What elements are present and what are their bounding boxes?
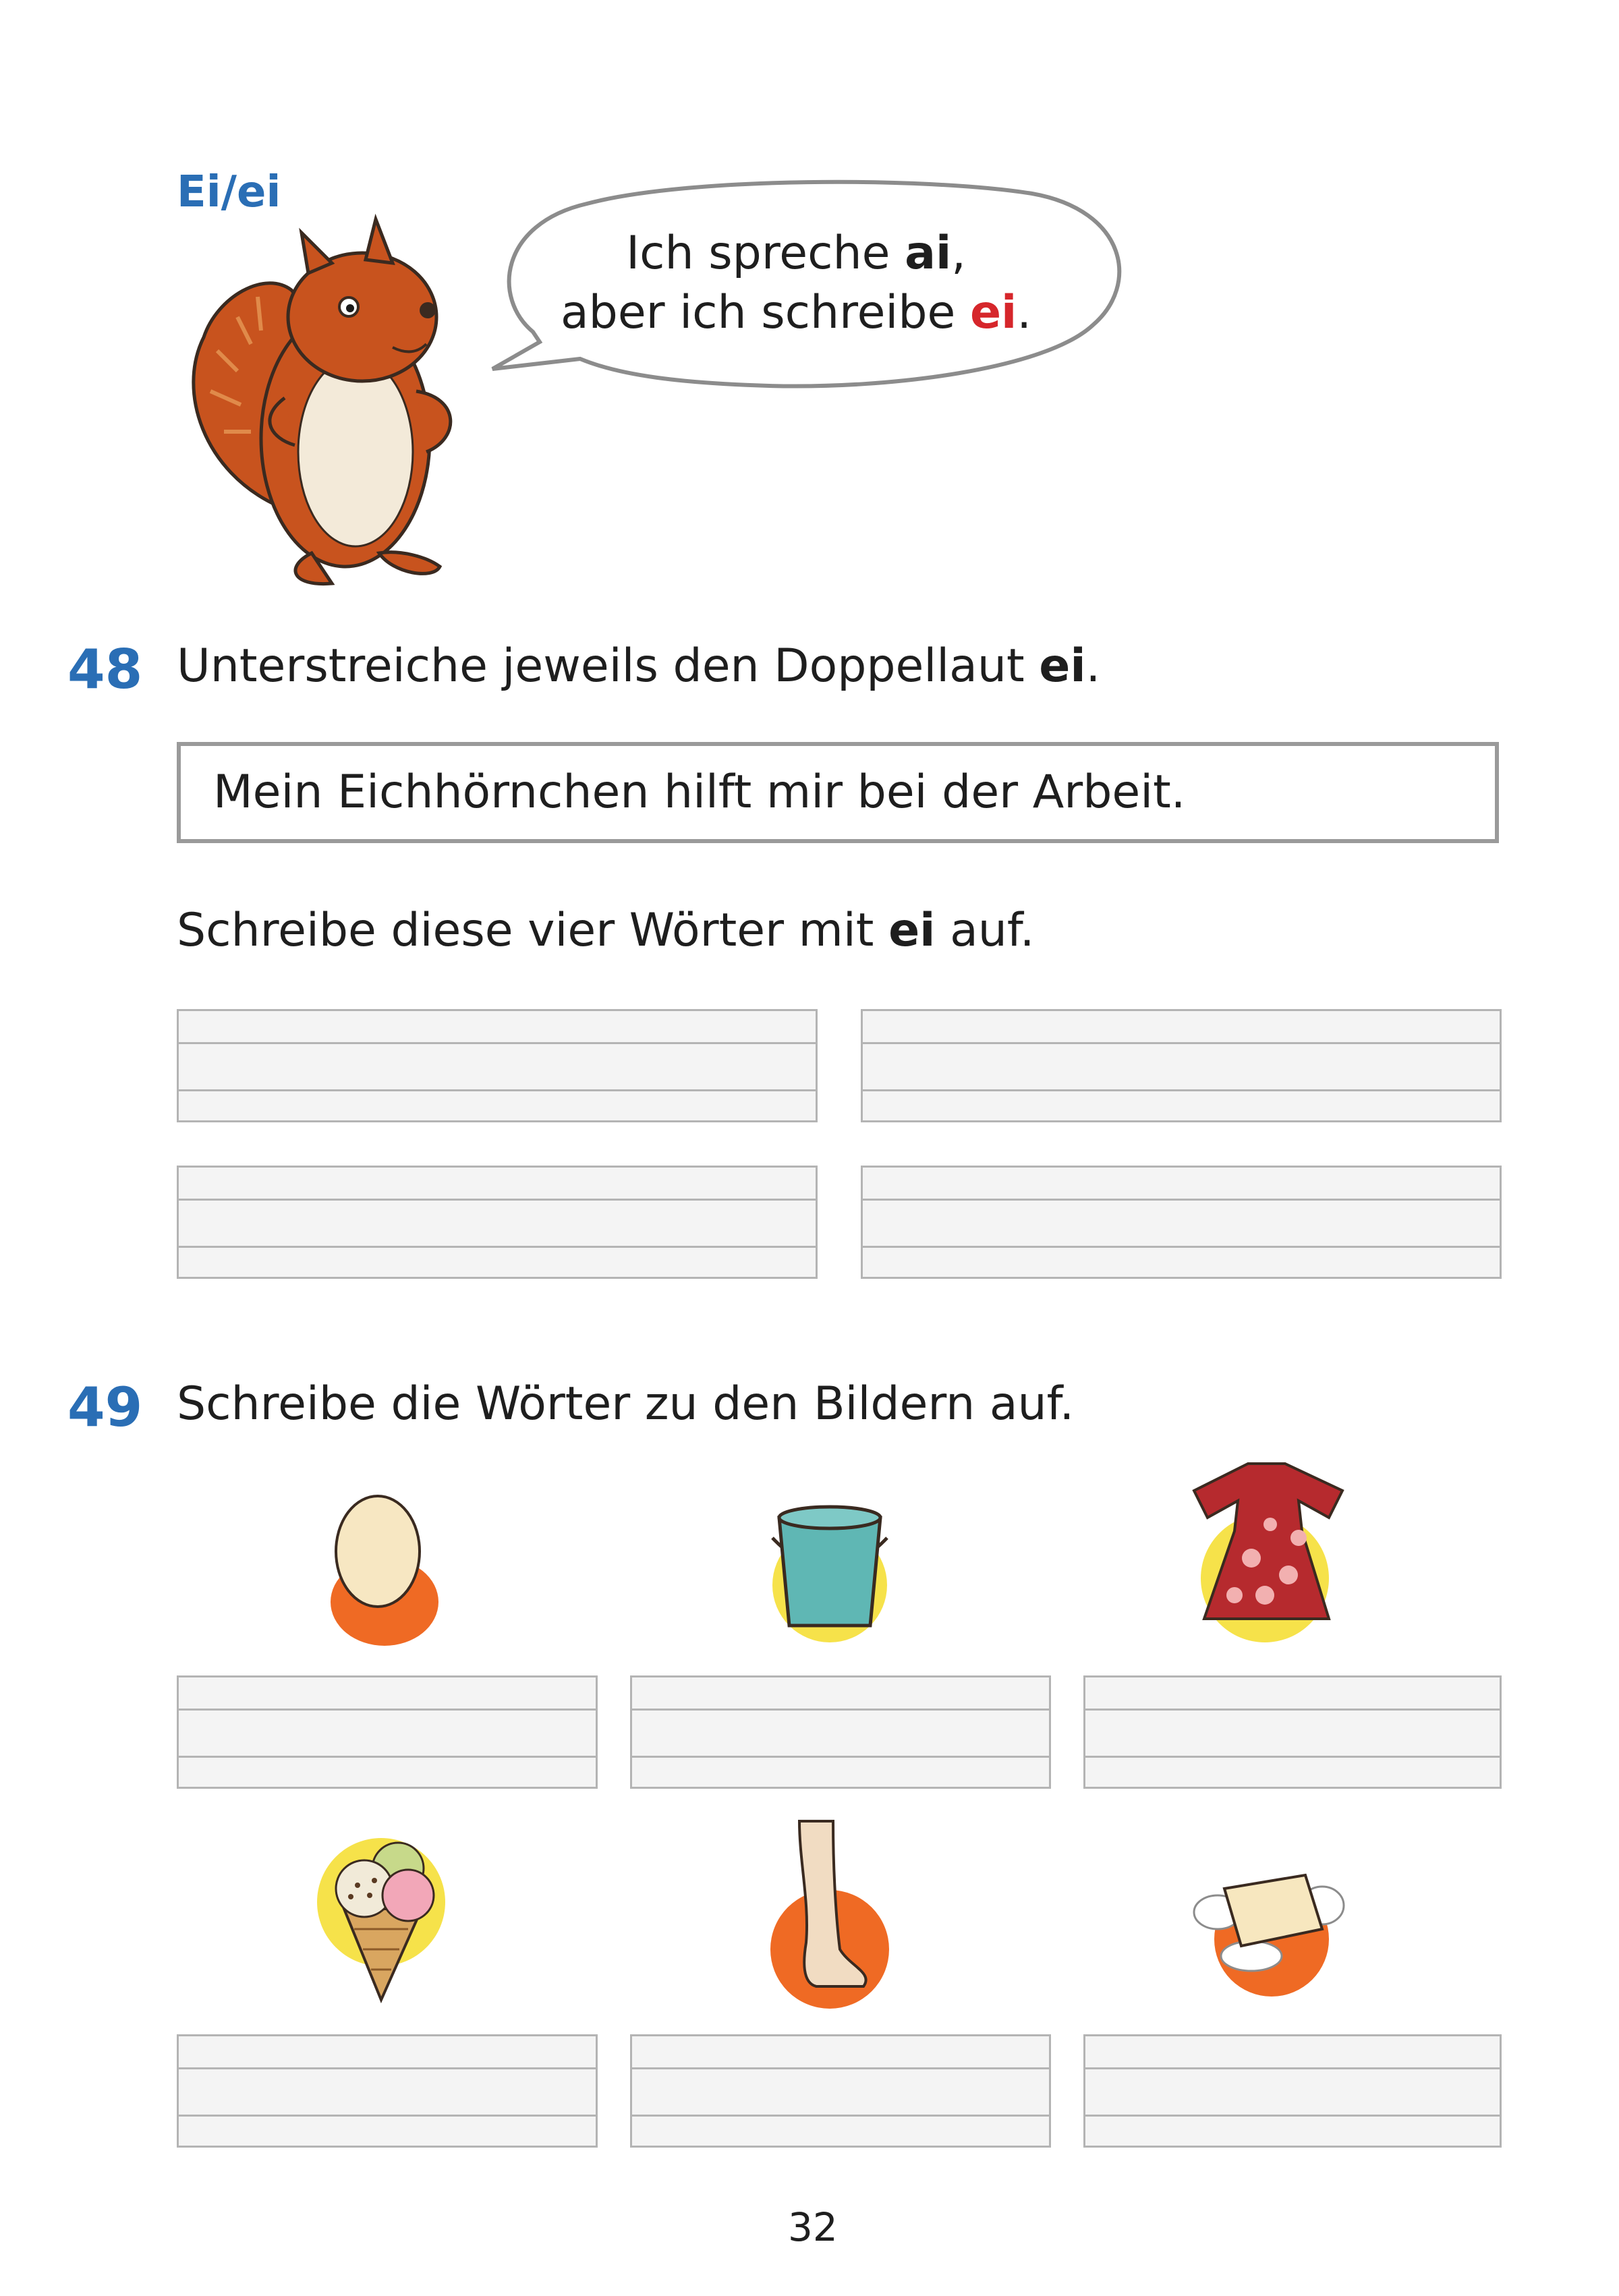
squirrel-illustration xyxy=(177,216,474,594)
exercise-instruction: Schreibe die Wörter zu den Bildern auf. xyxy=(177,1377,1075,1431)
writing-lines[interactable] xyxy=(861,1166,1502,1279)
egg-icon xyxy=(324,1484,445,1646)
ice-cream-icon xyxy=(310,1821,459,2003)
writing-lines[interactable] xyxy=(177,1009,818,1122)
writing-task-instruction: Schreibe diese vier Wörter mit ei auf. xyxy=(177,904,1035,957)
writing-lines[interactable] xyxy=(177,2034,598,2148)
writing-lines[interactable] xyxy=(1083,2034,1502,2148)
page-number: 32 xyxy=(788,2204,838,2250)
example-sentence-box: Mein Eichhörnchen hilft mir bei der Arbeit. xyxy=(177,742,1499,843)
leg-icon xyxy=(762,1821,897,2010)
exercise-number: 49 xyxy=(67,1376,143,1439)
section-title: Ei/ei xyxy=(177,167,281,217)
writing-lines[interactable] xyxy=(630,2034,1051,2148)
exercise-number: 48 xyxy=(67,638,143,701)
exercise-instruction: Unterstreiche jeweils den Doppellaut ei. xyxy=(177,639,1101,693)
writing-lines[interactable] xyxy=(177,1166,818,1279)
writing-lines[interactable] xyxy=(861,1009,1502,1122)
writing-lines[interactable] xyxy=(1083,1675,1502,1789)
writing-lines[interactable] xyxy=(630,1675,1051,1789)
dress-icon xyxy=(1184,1457,1353,1646)
writing-lines[interactable] xyxy=(177,1675,598,1789)
speech-bubble-text: Ich spreche ai, aber ich schreibe ei. xyxy=(560,227,1031,339)
soap-icon xyxy=(1187,1848,1349,2003)
bucket-icon xyxy=(762,1491,897,1646)
